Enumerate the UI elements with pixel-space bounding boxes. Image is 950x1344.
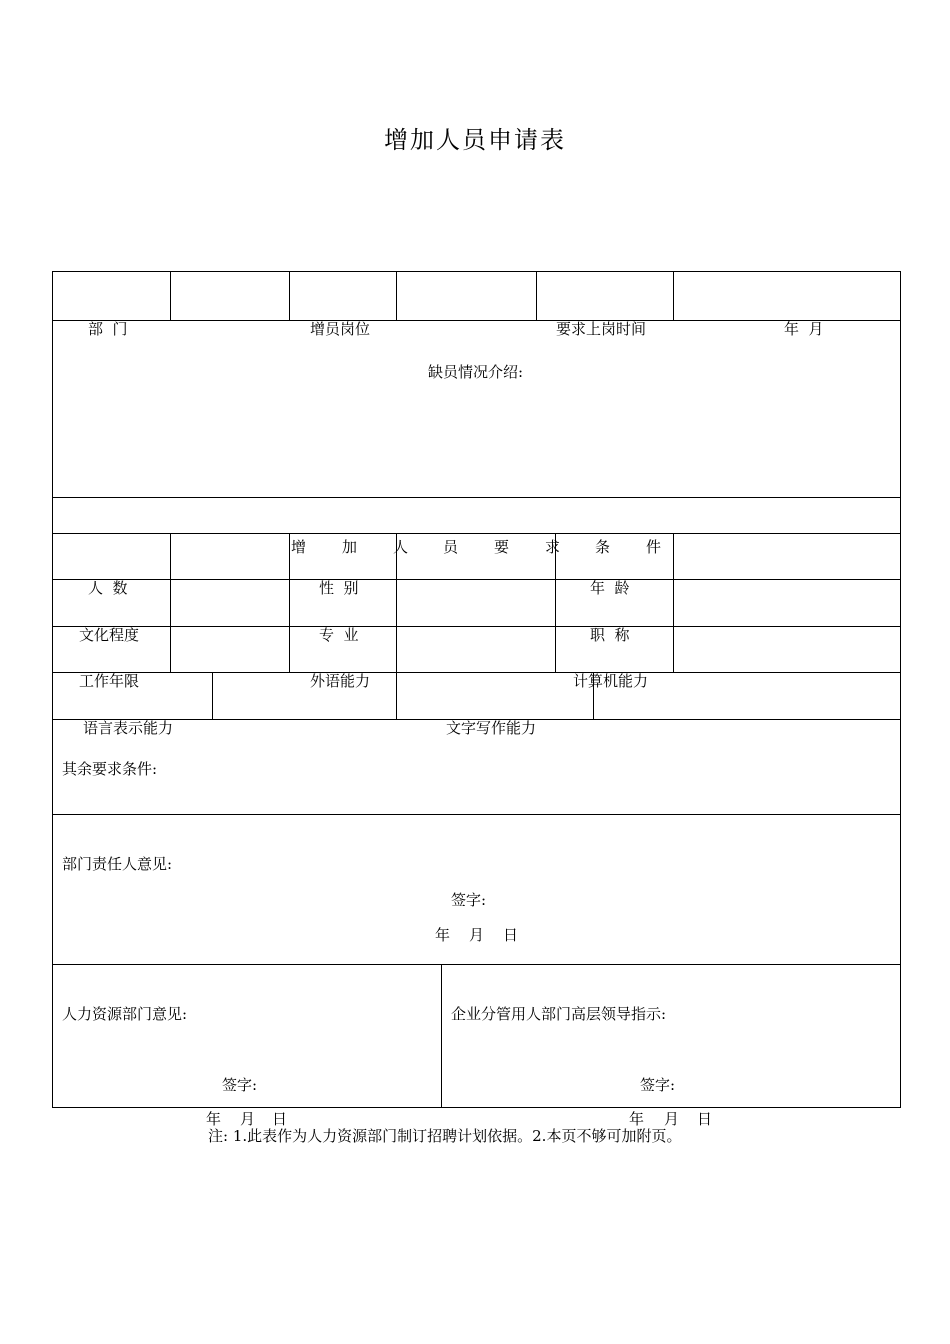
req-header-char: 求 <box>545 538 561 556</box>
rule <box>289 271 290 320</box>
rule <box>673 579 674 672</box>
rule <box>441 964 442 1107</box>
rule <box>555 579 556 672</box>
rule <box>396 672 397 719</box>
date-day: 日 <box>272 1110 288 1128</box>
date-month: 月 <box>469 926 485 944</box>
rule <box>52 533 901 534</box>
rule <box>52 320 901 321</box>
age-label: 年 龄 <box>590 579 630 597</box>
post-label: 增员岗位 <box>310 320 371 338</box>
major-label: 专 业 <box>319 626 359 644</box>
req-header-char: 员 <box>443 538 459 556</box>
gender-label: 性 别 <box>319 579 359 597</box>
req-header-char: 加 <box>342 538 358 556</box>
work-years-label: 工作年限 <box>79 672 140 690</box>
date-month: 月 <box>664 1110 680 1128</box>
rule <box>52 579 901 580</box>
executive-sign-label: 签字: <box>640 1076 676 1094</box>
req-header-char: 要 <box>494 538 510 556</box>
req-header-char: 条 <box>595 538 611 556</box>
executive-instruction-label: 企业分管用人部门高层领导指示: <box>451 1005 667 1023</box>
language-ability-label: 外语能力 <box>310 672 371 690</box>
date-day: 日 <box>697 1110 713 1128</box>
rule <box>52 1107 901 1108</box>
shortage-label: 缺员情况介绍: <box>428 363 524 381</box>
rule <box>170 579 171 672</box>
dept-head-sign-label: 签字: <box>451 891 487 909</box>
start-time-label: 要求上岗时间 <box>556 320 647 338</box>
rule <box>900 271 901 1108</box>
rule <box>170 533 171 579</box>
professional-title-label: 职 称 <box>590 626 630 644</box>
date-year: 年 <box>435 926 451 944</box>
writing-ability-label: 文字写作能力 <box>446 719 537 737</box>
rule <box>170 271 171 320</box>
rule <box>396 271 397 320</box>
date-year: 年 <box>629 1110 645 1128</box>
rule <box>52 497 901 498</box>
rule <box>673 533 674 579</box>
rule <box>52 626 901 627</box>
hr-sign-label: 签字: <box>222 1076 258 1094</box>
dept-label: 部 门 <box>88 320 128 338</box>
other-requirements-label: 其余要求条件: <box>62 760 158 778</box>
rule <box>289 579 290 672</box>
rule <box>673 271 674 320</box>
rule <box>536 271 537 320</box>
rule <box>289 533 290 579</box>
year-month-label: 年 月 <box>784 320 824 338</box>
hr-opinion-label: 人力资源部门意见: <box>62 1005 188 1023</box>
rule <box>396 579 397 672</box>
rule <box>52 964 901 965</box>
headcount-label: 人 数 <box>88 579 128 597</box>
rule <box>52 672 901 673</box>
date-year: 年 <box>206 1110 222 1128</box>
rule <box>212 672 213 719</box>
rule <box>52 271 901 272</box>
req-header-char: 增 <box>291 538 307 556</box>
page-title: 增加人员申请表 <box>384 126 566 154</box>
footnote: 注: 1.此表作为人力资源部门制订招聘计划依据。2.本页不够可加附页。 <box>208 1127 682 1145</box>
computer-ability-label: 计算机能力 <box>573 672 649 690</box>
date-day: 日 <box>503 926 519 944</box>
speech-ability-label: 语言表示能力 <box>83 719 174 737</box>
date-month: 月 <box>240 1110 256 1128</box>
rule <box>52 271 53 1108</box>
req-header-char: 件 <box>646 538 662 556</box>
req-header-char: 人 <box>393 538 409 556</box>
dept-head-opinion-label: 部门责任人意见: <box>62 855 173 873</box>
rule <box>52 814 901 815</box>
education-label: 文化程度 <box>79 626 140 644</box>
